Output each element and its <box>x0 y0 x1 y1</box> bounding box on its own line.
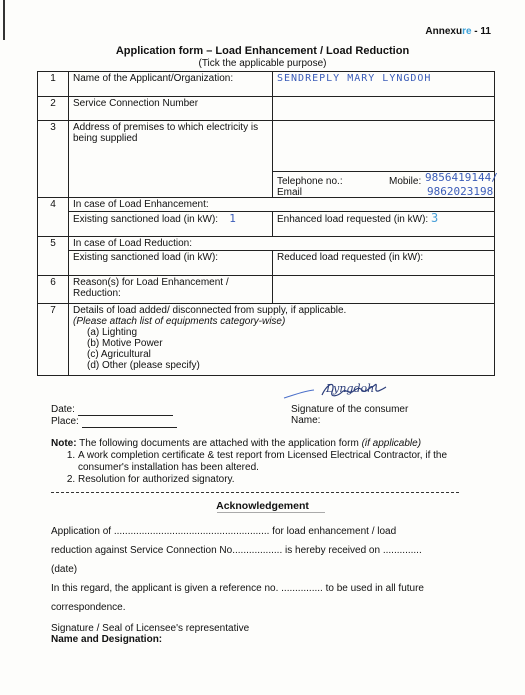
mobile-label: Mobile: <box>389 176 422 187</box>
table-row <box>38 276 495 304</box>
address-cell[interactable] <box>273 121 498 198</box>
row-label: Reason(s) for Load Enhancement / Reduction: <box>69 276 273 304</box>
consumer-signature-block <box>291 404 408 426</box>
list-item: 2. Resolution for authorized signatory. <box>78 474 491 486</box>
row-label: Details of load added/ disconnected from supply, if applicable. <box>73 305 347 316</box>
row-number: 5 <box>38 237 69 276</box>
existing-load-field[interactable]: Existing sanctioned load (in kW): 1 <box>69 212 273 237</box>
list-item: (b) Motive Power <box>87 338 163 349</box>
telephone-email-labels: Telephone no.: Email <box>277 176 343 198</box>
row-note: (Please attach list of equipments category-wise) <box>73 316 286 327</box>
row-number: 3 <box>38 121 69 198</box>
place-label: Place: <box>51 416 79 427</box>
date-label: Date: <box>51 404 75 415</box>
existing-load-field[interactable]: Existing sanctioned load (in kW): <box>69 251 273 276</box>
applicant-name-field[interactable] <box>273 72 495 97</box>
row-label: Service Connection Number <box>69 97 273 121</box>
note-section: Note: The following documents are attached with the application form (if applicable) 1. A work completion certificate & test report from Licensed Electrical Contractor, if the consumer's installation has been altered. 2. Resolution for authorized signatory. <box>51 438 491 486</box>
consumer-signature-label: Signature of the consumer <box>291 404 409 415</box>
handwritten-mobile-numbers: 9856419144/ 9862023198 <box>425 171 498 198</box>
table-row <box>38 72 495 97</box>
consumer-name-label: Name: <box>291 415 321 426</box>
service-connection-field[interactable] <box>273 97 495 121</box>
list-item: (d) Other (please specify) <box>87 360 200 371</box>
row-number: 6 <box>38 276 69 304</box>
table-row <box>38 212 495 237</box>
divider <box>51 492 459 493</box>
form-title: Application form – Load Enhancement / Load Reduction <box>115 45 410 57</box>
table-row <box>38 304 495 376</box>
row-number: 1 <box>38 72 69 97</box>
page-edge-mark <box>3 0 5 40</box>
list-item: 1. A work completion certificate & test report from Licensed Electrical Contractor, if the consumer's installation has been altered. <box>78 450 491 474</box>
row-label: In case of Load Enhancement: <box>69 198 495 212</box>
row-label: Name of the Applicant/Organization: <box>69 72 273 97</box>
table-row <box>38 121 495 198</box>
row-number: 2 <box>38 97 69 121</box>
table-row <box>38 97 495 121</box>
row-number: 4 <box>38 198 69 237</box>
divider <box>217 512 325 513</box>
svg-text:Lyngdoh: Lyngdoh <box>326 382 375 395</box>
place-field[interactable] <box>82 418 177 428</box>
list-item: (c) Agricultural <box>87 349 151 360</box>
table-row <box>38 251 495 276</box>
application-table <box>37 71 498 376</box>
table-row <box>38 198 495 212</box>
date-field[interactable] <box>78 406 173 416</box>
table-row <box>38 237 495 251</box>
form-subtitle: (Tick the applicable purpose) <box>198 58 327 69</box>
row-label: In case of Load Reduction: <box>69 237 495 251</box>
acknowledgement-title: Acknowledgement <box>216 500 309 512</box>
load-details-cell[interactable] <box>69 304 495 376</box>
reasons-field[interactable] <box>273 276 495 304</box>
list-item: (a) Lighting <box>87 327 138 338</box>
row-number: 7 <box>38 304 69 376</box>
category-list <box>73 327 490 371</box>
reduced-load-field[interactable]: Reduced load requested (in kW): <box>273 251 495 276</box>
date-place-block <box>51 404 177 428</box>
row-label: Address of premises to which electricity is being supplied <box>69 121 273 198</box>
licensee-signature-block: Signature / Seal of Licensee's representative Name and Designation: <box>51 623 250 645</box>
enhanced-load-field[interactable]: Enhanced load requested (in kW): 3 <box>273 212 495 237</box>
annexure-label: Annexure - 11 <box>425 26 491 37</box>
handwritten-name: SENDREPLY MARY LYNGDOH <box>277 73 432 84</box>
acknowledgement-text: Application of ........................................................ for load enhancement / load reduction against Service Connection No.................. is hereby received on .............. (date) In this regard, the applicant is given a reference no. ............... to be used in all future correspondence. <box>51 526 424 613</box>
